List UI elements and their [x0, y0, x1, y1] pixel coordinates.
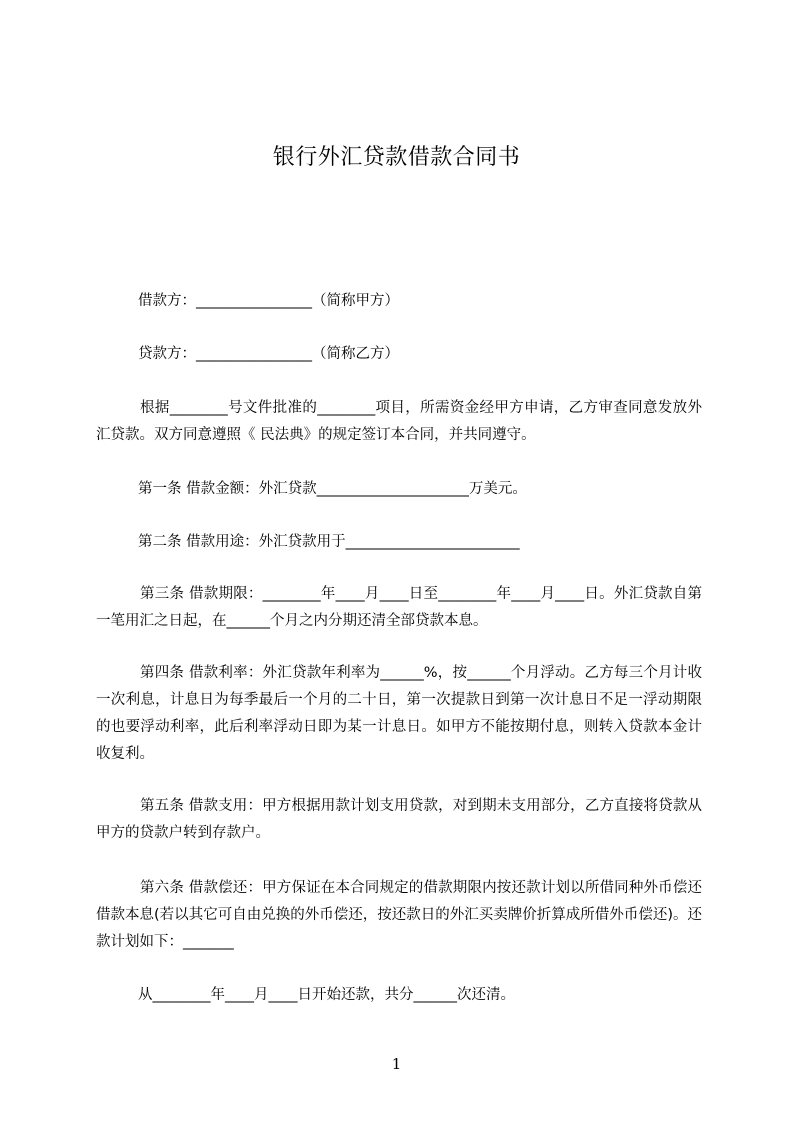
article-5-loan-disbursement: 第五条 借款支用：甲方根据用款计划支用贷款，对到期未支用部分，乙方直接将贷款从甲方的贷款户转到存款户。 [96, 798, 702, 841]
article-1-loan-amount: 第一条 借款金额：外汇贷款_____________________万美元。 [138, 481, 527, 497]
article-6-loan-repayment: 第六条 借款偿还：甲方保证在本合同规定的借款期限内按还款计划以所借同种外币偿还借款本息(若以其它可自由兑换的外币偿还，按还款日的外汇买卖牌价折算成所借外币偿还)。还款计划如下：_______ [96, 880, 702, 950]
document-title: 银行外汇贷款借款合同书 [272, 145, 521, 170]
article-3-loan-term: 第三条 借款期限：________年____月____日至________年____月____日。外汇贷款自第一笔用汇之日起，在______个月之内分期还清全部贷款本息。 [96, 586, 702, 629]
article-4-interest-rate: 第四条 借款利率：外汇贷款年利率为______%，按______个月浮动。乙方每三个月计收一次利息，计息日为每季最后一个月的二十日，第一次提款日到第一次计息日不足一浮动期限的也要浮动利率，此后利率浮动日即为某一计息日。如甲方不能按期付息，则转入贷款本金计收复利。 [96, 665, 702, 762]
borrower-line: 借款方：________________（简称甲方） [138, 293, 399, 309]
repayment-schedule-line: 从________年____月____日开始还款，共分______次还清。 [138, 987, 515, 1003]
preamble-paragraph: 根据________号文件批准的________项目，所需资金经甲方申请，乙方审查同意发放外汇贷款。双方同意遵照《 民法典》的规定签订本合同，并共同遵守。 [96, 400, 702, 443]
page-number: 1 [391, 1055, 402, 1073]
article-2-loan-purpose: 第二条 借款用途：外汇贷款用于________________________ [138, 534, 520, 550]
lender-line: 贷款方：________________（简称乙方） [138, 346, 399, 362]
